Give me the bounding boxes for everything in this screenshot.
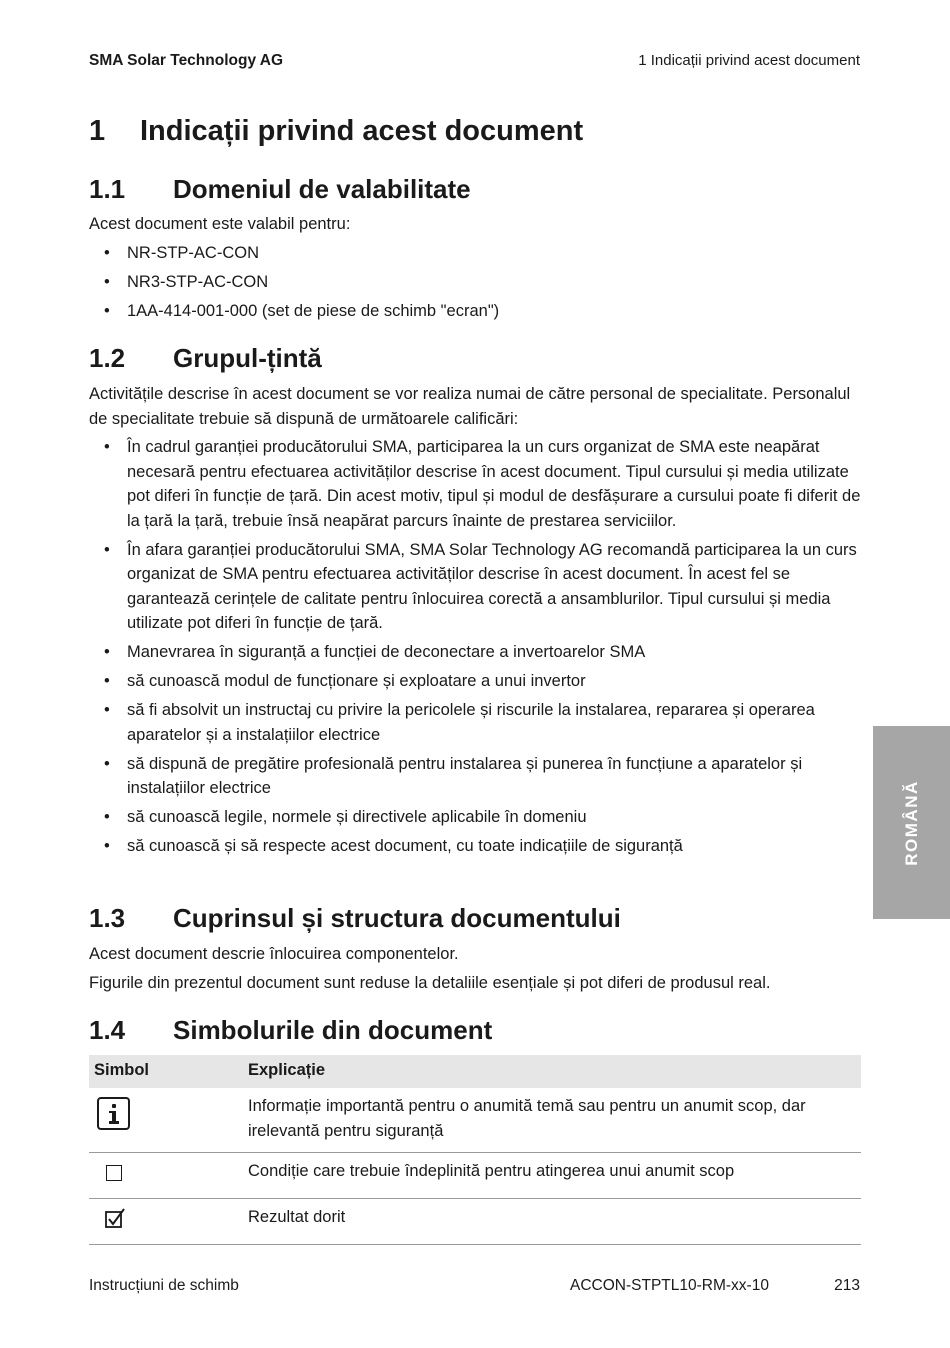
section-1-4-title: Simbolurile din document [173, 1015, 493, 1045]
section-1-3-para2: Figurile din prezentul document sunt reduse la detaliile esențiale și pot diferi de produsul real. [89, 974, 771, 992]
language-tab-label: ROMÂNĂ [901, 779, 921, 866]
checkbox-empty-icon [106, 1165, 122, 1181]
section-1-1-number: 1.1 [89, 174, 126, 204]
section-1-1-heading [89, 174, 471, 205]
table-row [89, 1199, 861, 1245]
section-1-3-title: Cuprinsul și structura documentului [173, 903, 621, 933]
symbol-cell [89, 1153, 239, 1198]
chapter-title-text: Indicații privind acest document [140, 115, 584, 147]
checkbox-checked-icon [105, 1207, 127, 1229]
section-1-1-title: Domeniul de valabilitate [173, 174, 471, 204]
explanation-cell: Rezultat dorit [248, 1208, 346, 1226]
header-chapter: 1 Indicații privind acest document [638, 52, 860, 69]
info-icon [97, 1097, 130, 1130]
section-1-3-heading [89, 903, 621, 934]
table-row [89, 1088, 861, 1153]
section-1-3-number: 1.3 [89, 903, 126, 933]
section-1-2-heading [89, 343, 322, 374]
section-1-2-intro: Activitățile descrise în acest document se vor realiza numai de către personal de specialitate. Personalul de specialitate trebuie să dispună de următoarele calificări: [89, 385, 851, 428]
list-item: • 1AA-414-001-000 (set de piese de schimb "ecran") [89, 299, 861, 324]
section-1-2-list [89, 435, 861, 863]
explanation-cell: Condiție care trebuie îndeplinită pentru atingerea unui anumit scop [248, 1162, 735, 1180]
symbol-cell [89, 1088, 239, 1152]
chapter-number: 1 [89, 115, 106, 147]
footer-doc-type: Instrucțiuni de schimb [89, 1277, 239, 1294]
section-1-4-number: 1.4 [89, 1015, 126, 1045]
section-1-3-para1: Acest document descrie înlocuirea componentelor. [89, 945, 459, 963]
list-item: • să fi absolvit un instructaj cu privire la pericolele și riscurile la instalarea, repararea și operarea aparatelor și a instalațiilor electrice [89, 698, 861, 747]
table-row [89, 1153, 861, 1199]
header-company: SMA Solar Technology AG [89, 52, 284, 69]
footer-doc-code: ACCON-STPTL10-RM-xx-10 [570, 1277, 769, 1294]
symbol-cell [89, 1199, 239, 1244]
list-item: • NR-STP-AC-CON [89, 241, 861, 266]
section-1-1-intro: Acest document este valabil pentru: [89, 215, 351, 233]
list-item: • Manevrarea în siguranță a funcției de deconectare a invertoarelor SMA [89, 640, 861, 665]
list-item: • să cunoască și să respecte acest document, cu toate indicațiile de siguranță [89, 834, 861, 859]
section-1-2-title: Grupul-țintă [173, 343, 322, 373]
table-header [89, 1055, 861, 1088]
list-item: • să cunoască modul de funcționare și exploatare a unui invertor [89, 669, 861, 694]
footer-page-number: 213 [834, 1277, 860, 1294]
list-item: • În cadrul garanției producătorului SMA, participarea la un curs organizat de SMA este neapărat necesară pentru efectuarea activităților descrise în acest document. Tipul cursului și media utilizate pot diferi în funcție de țară. Din acest motiv, tipul și modul de desfășurare a cursului poate fi diferit de la țară la țară, trebuie însă neapărat parcurs înainte de prestarea serviciilor. [89, 435, 861, 533]
column-header-explanation: Explicație [248, 1061, 326, 1079]
symbols-table [89, 1055, 861, 1245]
list-item: • să dispună de pregătire profesională pentru instalarea și punerea în funcțiune a aparatelor și instalațiilor electrice [89, 752, 861, 801]
explanation-cell: Informație importantă pentru o anumită temă sau pentru un anumit scop, dar irelevantă pentru siguranță [248, 1097, 806, 1140]
list-item: • NR3-STP-AC-CON [89, 270, 861, 295]
chapter-title [89, 115, 583, 148]
section-1-4-heading [89, 1015, 492, 1046]
section-1-2-number: 1.2 [89, 343, 126, 373]
section-1-1-list [89, 241, 861, 328]
language-tab [873, 726, 950, 919]
list-item: • să cunoască legile, normele și directivele aplicabile în domeniu [89, 805, 861, 830]
list-item: • În afara garanției producătorului SMA, SMA Solar Technology AG recomandă participarea la un curs organizat de SMA pentru efectuarea activităților descrise în acest document. În acest fel se garantează cerințele de calitate pentru înlocuirea corectă a ansamblurilor. Tipul cursului și media utilizate pot diferi în funcție de țară. [89, 538, 861, 636]
column-header-symbol: Simbol [94, 1061, 150, 1079]
